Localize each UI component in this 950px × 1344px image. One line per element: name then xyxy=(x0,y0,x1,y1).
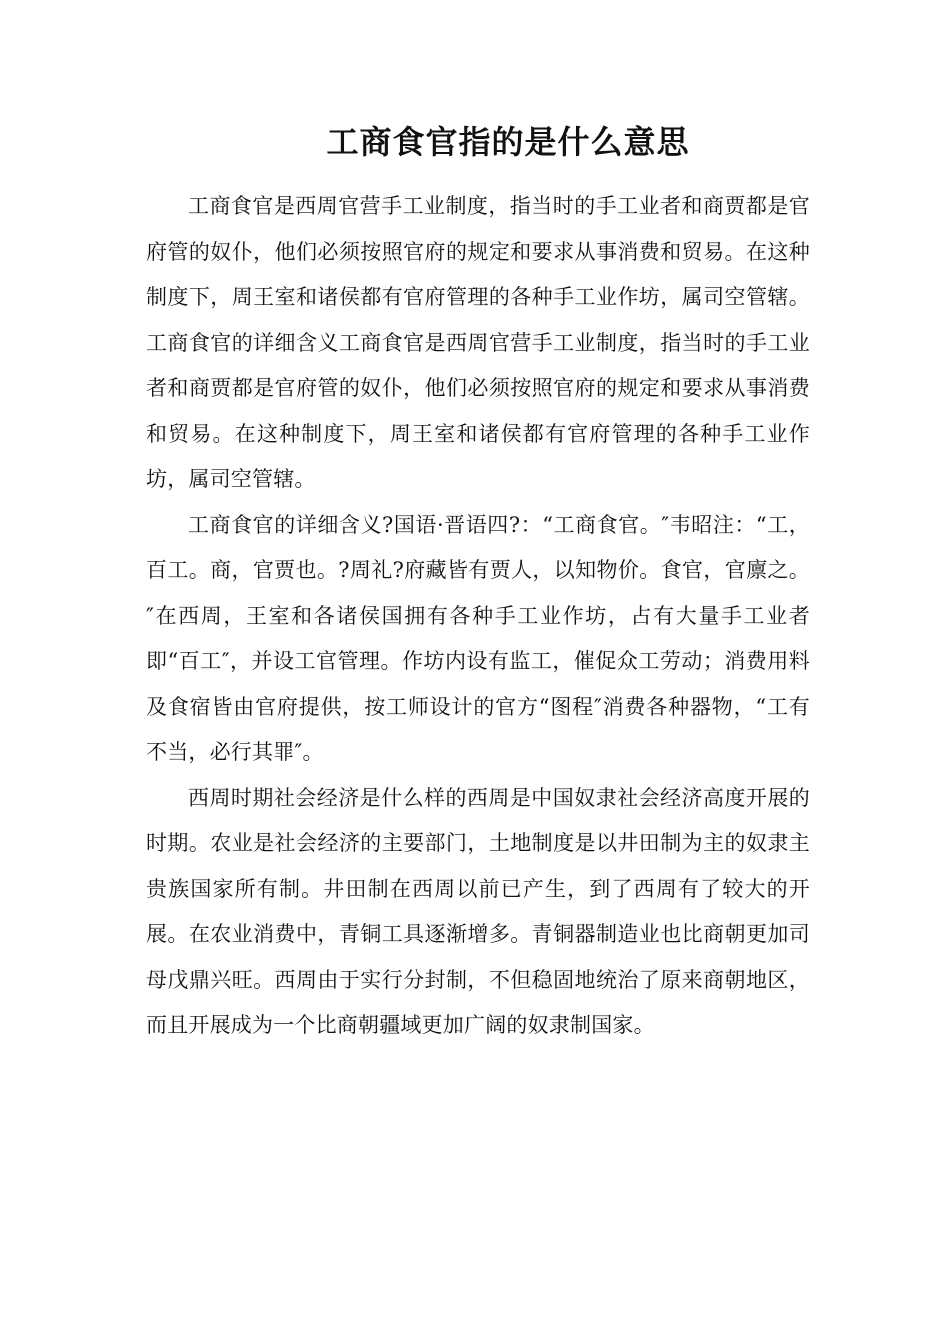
paragraph-1: 工商食官是西周官营手工业制度，指当时的手工业者和商贾都是官府管的奴仆，他们必须按照官府的规定和要求从事消费和贸易。在这种制度下，周王室和诸侯都有官府管理的各种手工业作坊，属司空管辖。工商食官的详细含义工商食官是西周官营手工业制度，指当时的手工业者和商贾都是官府管的奴仆，他们必须按照官府的规定和要求从事消费和贸易。在这种制度下，周王室和诸侯都有官府管理的各种手工业作坊，属司空管辖。 xyxy=(146,194,810,491)
paragraph-2: 工商食官的详细含义?国语·晋语四?：“工商食官。″韦昭注：“工，百工。商，官贾也。?周礼?府藏皆有贾人，以知物价。食官，官廪之。″在西周，王室和各诸侯国拥有各种手工业作坊，占有大量手工业者即“百工″，并设工官管理。作坊内设有监工，催促众工劳动；消费用料及食宿皆由官府提供，按工师设计的官方“图程″消费各种器物，“工有不当，必行其罪″。 xyxy=(146,512,810,764)
page-title: 工商食官指的是什么意思 xyxy=(326,123,690,161)
document-body xyxy=(146,184,810,1049)
paragraph-3: 西周时期社会经济是什么样的西周是中国奴隶社会经济高度开展的时期。农业是社会经济的主要部门，土地制度是以井田制为主的奴隶主贵族国家所有制。井田制在西周以前已产生，到了西周有了较大的开展。在农业消费中，青铜工具逐渐增多。青铜器制造业也比商朝更加司母戊鼎兴旺。西周由于实行分封制，不但稳固地统治了原来商朝地区，而且开展成为一个比商朝疆域更加广阔的奴隶制国家。 xyxy=(146,785,810,1037)
